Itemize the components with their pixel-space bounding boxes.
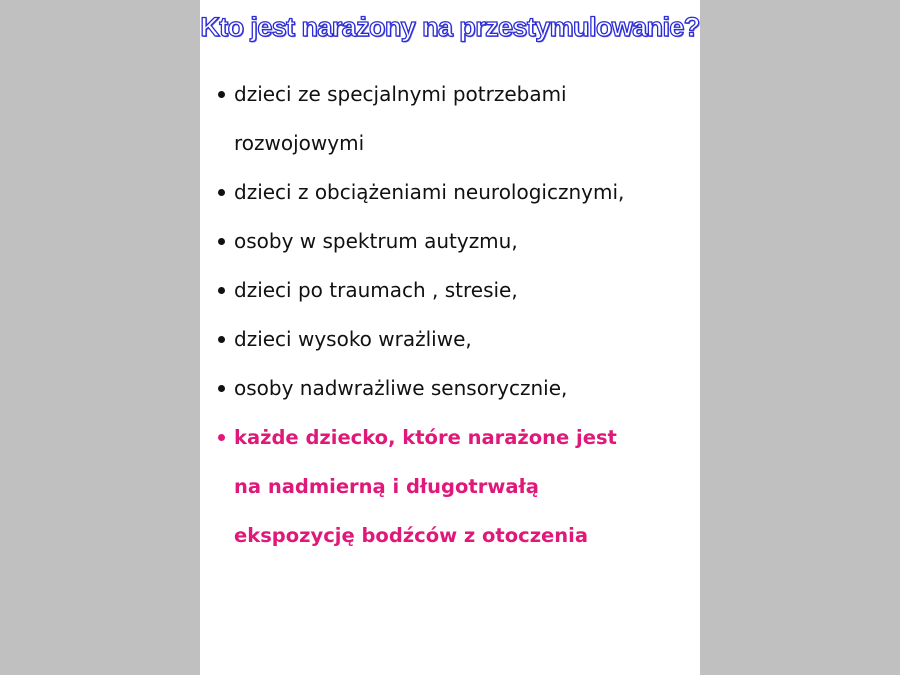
list-item-text: na nadmierną i długotrwałą [234,475,539,498]
bullet-icon [218,91,225,98]
list-item-text: dzieci wysoko wrażliwe, [234,327,472,351]
list-item [216,217,696,266]
bullet-list [216,70,696,560]
list-item-text: dzieci z obciążeniami neurologicznymi, [234,180,625,204]
list-item [216,168,696,217]
bullet-icon [218,189,225,196]
bullet-icon [218,434,225,441]
slide-page [200,0,700,675]
list-item-text: każde dziecko, które narażone jest [234,426,617,449]
bullet-icon [218,238,225,245]
bullet-icon [218,336,225,343]
list-item [216,364,696,413]
list-item-text: dzieci ze specjalnymi potrzebami [234,82,567,106]
bullet-icon [218,287,225,294]
list-item [216,266,696,315]
list-item-text: osoby nadwrażliwe sensorycznie, [234,376,568,400]
list-item-text: dzieci po traumach , stresie, [234,278,518,302]
list-item-text: osoby w spektrum autyzmu, [234,229,518,253]
list-item [216,315,696,364]
slide-title: Kto jest narażony na przestymulowanie? [200,12,700,42]
list-item [216,70,696,168]
bullet-icon [218,385,225,392]
list-item-text: ekspozycję bodźców z otoczenia [234,524,589,547]
list-item-text: rozwojowymi [234,131,365,155]
list-item-highlighted [216,413,696,560]
